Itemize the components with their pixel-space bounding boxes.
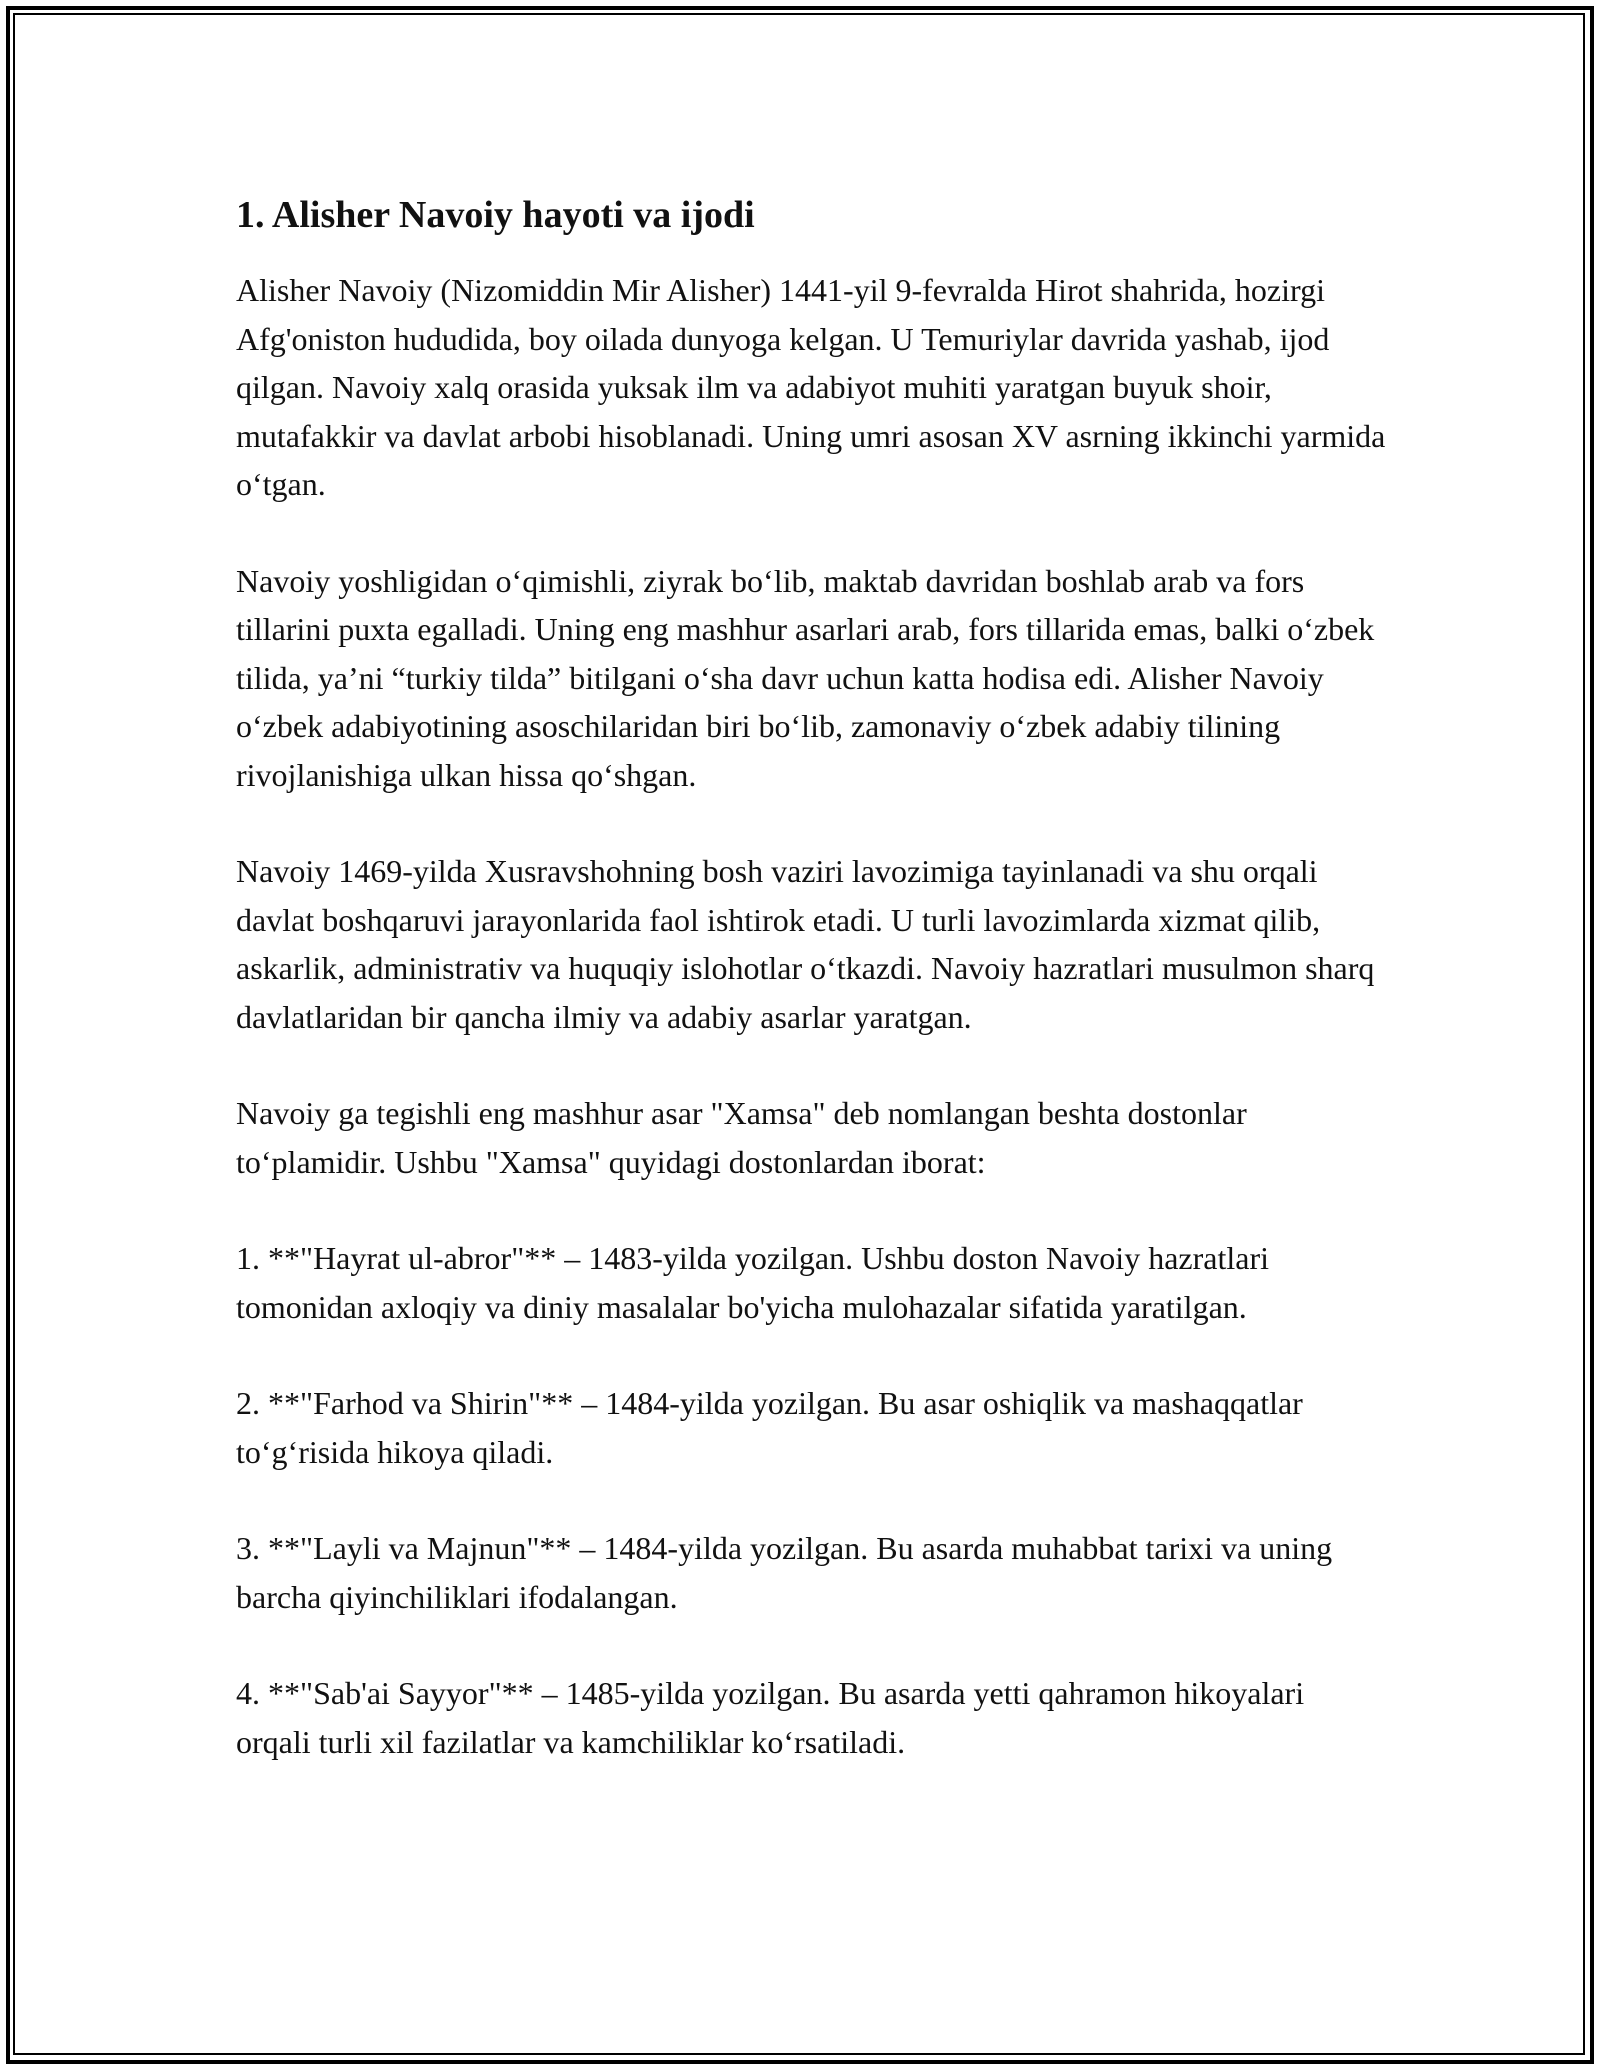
list-item-sabai-sayyor: 4. **"Sab'ai Sayyor"** – 1485-yilda yozilgan. Bu asarda yetti qahramon hikoyalari orqali turli xil fazilatlar va kamchiliklar ko‘rsatiladi. — [236, 1675, 1305, 1760]
document-page — [236, 190, 1386, 1814]
paragraph-biography: Alisher Navoiy (Nizomiddin Mir Alisher) 1441-yil 9-fevralda Hirot shahrida, hozirgi Afg'oniston hududida, boy oilada dunyoga kelgan. U Temuriylar davrida yashab, ijod qilgan. Navoiy xalq orasida yuksak ilm va adabiyot muhiti yaratgan buyuk shoir, mutafakkir va davlat arbobi hisoblanadi. Uning umri asosan XV asrning ikkinchi yarmida o‘tgan. — [236, 272, 1386, 502]
paragraph-career: Navoiy 1469-yilda Xusravshohning bosh vaziri lavozimiga tayinlanadi va shu orqali davlat boshqaruvi jarayonlarida faol ishtirok etadi. U turli lavozimlarda xizmat qilib, askarlik, administrativ va huquqiy islohotlar o‘tkazdi. Navoiy hazratlari musulmon sharq davlatlaridan bir qancha ilmiy va adabiy asarlar yaratgan. — [236, 853, 1375, 1035]
list-item-layli-va-majnun: 3. **"Layli va Majnun"** – 1484-yilda yozilgan. Bu asarda muhabbat tarixi va uning barcha qiyinchiliklari ifodalangan. — [236, 1530, 1333, 1615]
list-item-farhod-va-shirin: 2. **"Farhod va Shirin"** – 1484-yilda yozilgan. Bu asar oshiqlik va mashaqqatlar to‘g‘risida hikoya qiladi. — [236, 1385, 1303, 1470]
list-item-hayrat-ul-abror: 1. **"Hayrat ul-abror"** – 1483-yilda yozilgan. Ushbu doston Navoiy hazratlari tomonidan axloqiy va diniy masalalar bo'yicha mulohazalar sifatida yaratilgan. — [236, 1240, 1269, 1325]
section-heading: 1. Alisher Navoiy hayoti va ijodi — [236, 194, 755, 236]
paragraph-xamsa-intro: Navoiy ga tegishli eng mashhur asar "Xamsa" deb nomlangan beshta dostonlar to‘plamidir. Ushbu "Xamsa" quyidagi dostonlardan iborat: — [236, 1095, 1247, 1180]
paragraph-education: Navoiy yoshligidan o‘qimishli, ziyrak bo‘lib, maktab davridan boshlab arab va fors tillarini puxta egalladi. Uning eng mashhur asarlari arab, fors tillarida emas, balki o‘zbek tilida, ya’ni “turkiy tilda” bitilgani o‘sha davr uchun katta hodisa edi. Alisher Navoiy o‘zbek adabiyotining asoschilaridan biri bo‘lib, zamonaviy o‘zbek adabiy tilining rivojlanishiga ulkan hissa qo‘shgan. — [236, 562, 1375, 793]
